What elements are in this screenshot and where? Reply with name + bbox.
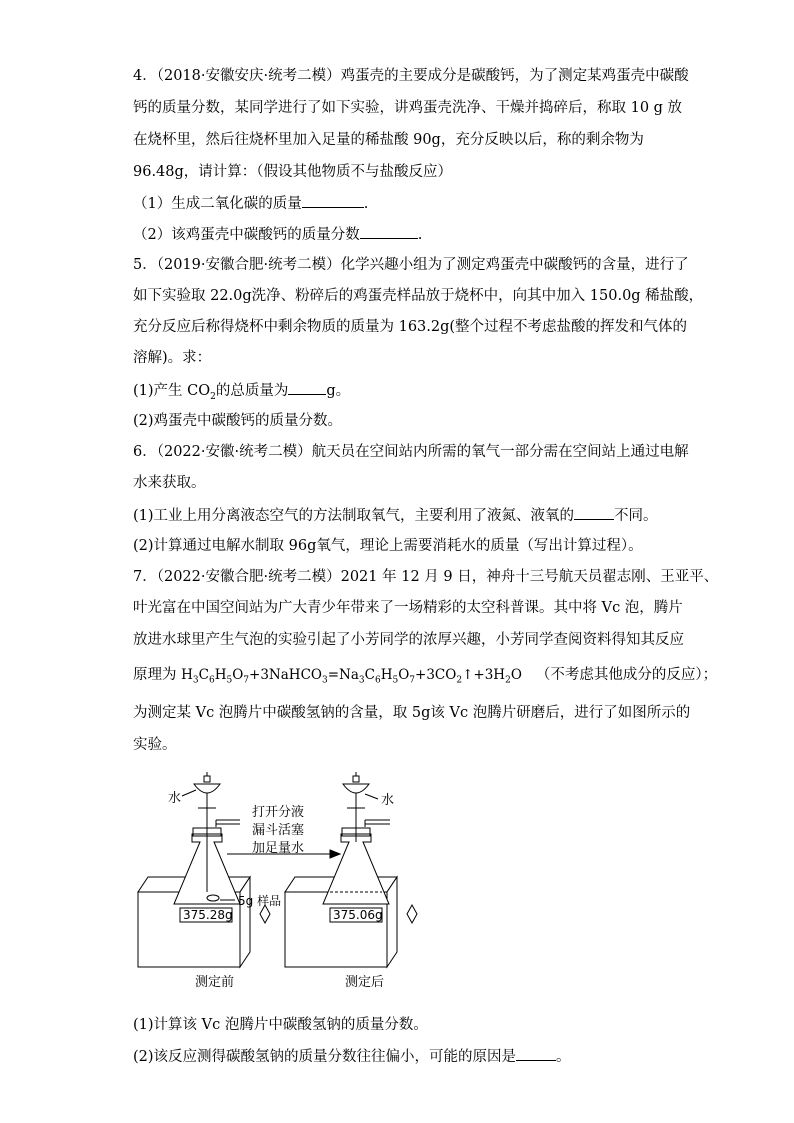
q5-sub-1-subscript: 2 [210,391,216,402]
q7-eq-note: （不考虑其他成分的反应）； [535,667,718,683]
answer-blank [574,505,614,520]
q5-sub-1-a: (1)产生 CO [133,383,211,399]
q5-line-2: 如下实验取 22.0g洗净、粉碎后的鸡蛋壳样品放于烧杯中，向其中加入 150.0g 稀盐酸， [133,288,704,304]
caption-before: 测定前 [195,975,235,990]
q6-sub-2: (2)计算通过电解水制取 96g氧气，理论上需要消耗水的质量（写出计算过程）。 [133,538,643,554]
q4-line-4: 96.48g，请计算：（假设其他物质不与盐酸反应） [133,164,453,180]
water-label-left: 水 [168,791,182,806]
sample-label: 5g 样品 [238,894,282,908]
q6-sub-1 [133,505,658,526]
q5-line-4: 溶解)。求： [133,350,212,366]
q4-line-1: 4．（2018·安徽安庆·统考二模）鸡蛋壳的主要成分是碳酸钙，为了测定某鸡蛋壳中碳酸 [133,68,689,84]
answer-blank [302,193,364,208]
q4-sub-1-text: （1）生成二氧化碳的质量 [133,196,302,212]
q7-equation-line [133,665,717,691]
q6-line-2: 水来获取。 [133,475,206,491]
q7-eq-prefix: 原理为 [133,667,182,683]
experiment-figure [130,762,460,1002]
q7-line-1: 7．（2022·安徽合肥·统考二模）2021 年 12 月 9 日，神舟十三号航天员翟志刚、王亚平、 [133,569,719,585]
q7-sub-2-a: (2)该反应测得碳酸氢钠的质量分数往往偏小，可能的原因是 [133,1049,517,1065]
q7-line-2: 叶光富在中国空间站为广大青少年带来了一场精彩的太空科普课。其中将 Vc 泡，腾片 [133,600,683,616]
q5-sub-2: (2)鸡蛋壳中碳酸钙的质量分数。 [133,413,343,429]
q6-sub-1-a: (1)工业上用分离液态空气的方法制取氧气，主要利用了液氮、液氧的 [133,508,575,524]
arrow-head [330,850,340,858]
q6-sub-1-b: 不同。 [614,508,658,524]
q5-sub-1-c: g。 [326,383,351,399]
q4-sub-1-end: . [363,196,369,212]
caption-after: 测定后 [345,975,385,990]
q7-line-5: 为测定某 Vc 泡腾片中碳酸氢钠的含量，取 5g该 Vc 泡腾片研磨后，进行了如图所示的 [133,705,691,721]
reading-before: 375.28g [183,908,233,922]
q6-line-1: 6．（2022·安徽·统考二模）航天员在空间站内所需的氧气一部分需在空间站上通过电解 [133,444,689,460]
q4-sub-1 [133,193,368,214]
q7-sub-2 [133,1046,571,1067]
q5-line-3: 充分反应后称得烧杯中剩余物质的质量为 163.2g(整个过程不考虑盐酸的挥发和气体的 [133,319,688,335]
arrow-label-2: 漏斗活塞 [252,823,305,838]
q7-line-6: 实验。 [133,737,177,753]
reaction-equation: $H_3C_6H_5O_7+3NaHCO_3=Na_3C_6H_5O_7+3CO_2↑+3H_2O$ [181,667,522,686]
water-label-right: 水 [381,793,395,808]
q4-line-3: 在烧杯里，然后往烧杯里加入足量的稀盐酸 90g，充分反映以后，称的剩余物为 [133,132,644,148]
flask-before [174,772,240,904]
q7-line-3: 放进水球里产生气泡的实验引起了小芳同学的浓厚兴趣，小芳同学查阅资料得知其反应 [133,632,684,648]
arrow-label-3: 加足量水 [252,841,305,856]
q5-line-1: 5．（2019·安徽合肥·统考二模）化学兴趣小组为了测定鸡蛋壳中碳酸钙的含量，进行了 [133,257,689,273]
knob-icon [407,905,417,923]
arrow-label-1: 打开分液 [252,805,305,820]
reading-after: 375.06g [333,908,383,922]
q7-sub-1: (1)计算该 Vc 泡腾片中碳酸氢钠的质量分数。 [133,1017,428,1033]
answer-blank [360,224,418,239]
q4-sub-2-text: （2）该鸡蛋壳中碳酸钙的质量分数 [133,227,360,243]
q5-sub-1 [133,380,350,407]
q4-line-2: 钙的质量分数，某同学进行了如下实验，讲鸡蛋壳洗净、干燥并捣碎后，称取 10 g 放 [133,100,683,116]
q4-sub-2-end: . [417,227,423,243]
answer-blank [516,1046,556,1061]
q7-sub-2-b: 。 [556,1049,571,1065]
answer-blank [288,380,326,395]
q4-sub-2 [133,224,422,245]
flask-after [323,772,390,904]
q5-sub-1-b: 的总质量为 [215,383,289,399]
